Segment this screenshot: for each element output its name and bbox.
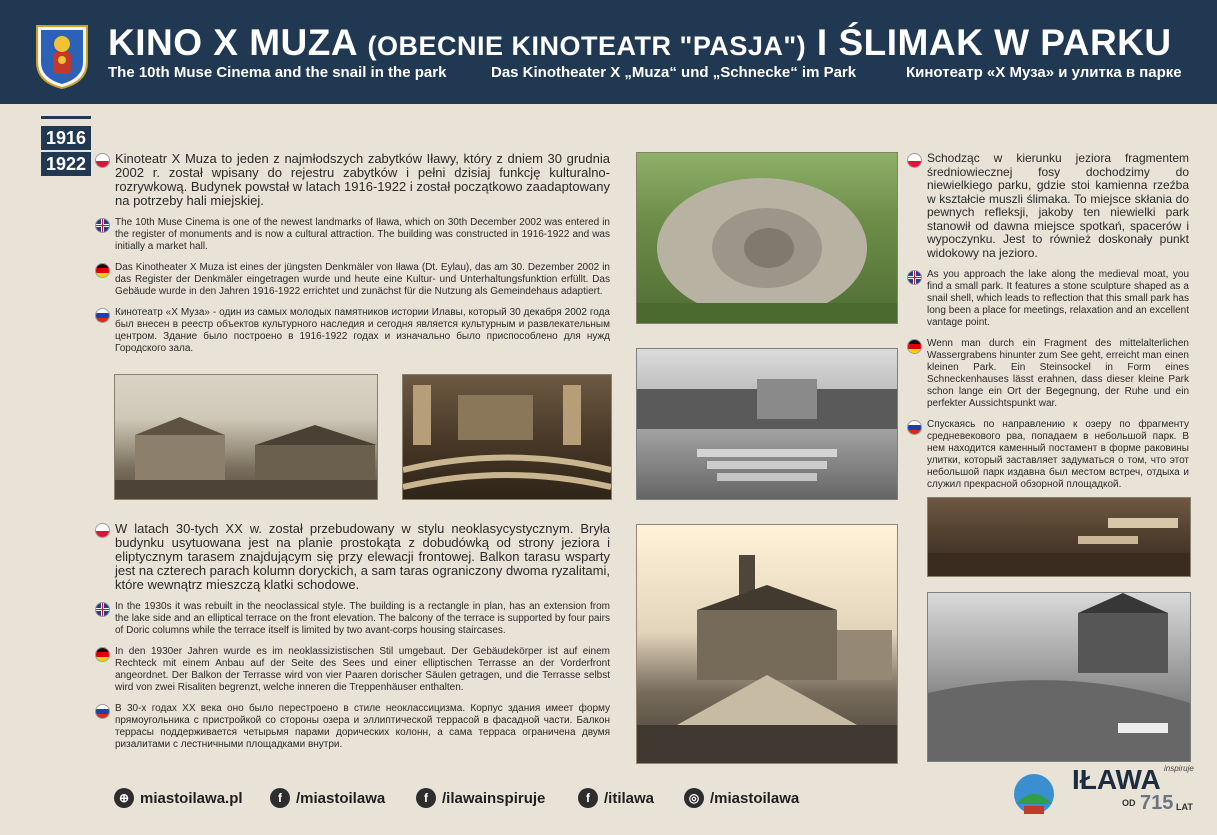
park-stairs-illustration <box>637 349 897 499</box>
instagram-icon: ◎ <box>684 788 704 808</box>
paragraph-pl-3 <box>907 152 1189 260</box>
text-block-snail <box>907 152 1189 500</box>
text-pl-1: Kinoteatr X Muza to jeden z najmłodszych zabytków Iławy, który z dniem 30 grudnia 2002 r. został wpisany do rejestru zabytków i pełni dzisiaj funkcję kulturalno-rozrywkową. Budynek powstał w latach 1916-1922 i został początkowo zaadaptowany na potrzeby hali miejskiej. <box>115 151 610 208</box>
ilawa-emblem-icon <box>1004 766 1064 826</box>
flag-ru-icon <box>907 420 922 435</box>
facebook-icon: f <box>578 788 598 808</box>
photo-park-church <box>927 592 1191 762</box>
flag-de-icon <box>95 263 110 278</box>
footer-facebook-2[interactable] <box>416 788 545 808</box>
text-en-3: As you approach the lake along the medieval moat, you find a small park. It features a stone sculpture shaped as a snail shell, which leads to reflection that this small park has long been a place for meetings, relaxation and an excellent vantage point. <box>927 269 1189 328</box>
subtitle-de: Das Kinotheater X „Muza“ und „Schnecke“ im Park <box>491 64 857 81</box>
historic-town-illustration <box>115 375 377 499</box>
flag-de-icon <box>95 647 110 662</box>
footer-facebook-1[interactable] <box>270 788 385 808</box>
paragraph-pl-1 <box>95 152 610 208</box>
text-block-rebuild <box>95 522 610 760</box>
text-de-2: In den 1930er Jahren wurde es im neoklassizistischen Stil umgebaut. Der Gebäudekörper ist auf einem Rechteck mit einem Anbau auf der Seite des Sees und einer elliptischen Terrasse an der Vorderfront angeordnet. Der Balkon der Terrasse wird von vier Paaren dorischer Säulen getragen, und die Terrasse selbst wird von zwei Risaliten begrenzt, welche inneren die Treppenhäuser enthalten. <box>115 646 610 693</box>
website-label: miastoilawa.pl <box>140 789 243 807</box>
text-pl-3: Schodząc w kierunku jeziora fragmentem średniowiecznej fosy dochodzimy do niewielkiego parku, gdzie stoi kamienna rzeźba w kształcie muszli ślimaka. To miejsce skłania do pewnych refleksji, jakoby ten niewielki park stanowił od dawna miejsce spotkań, spacerów i wypoczynku. Jest to również doskonały punkt widokowy na jezioro. <box>927 151 1189 260</box>
photo-cinema-building <box>636 524 898 764</box>
flag-gb-icon <box>907 270 922 285</box>
flag-pl-icon <box>95 523 110 538</box>
text-pl-2: W latach 30-tych XX w. został przebudowany w stylu neoklasycystycznym. Bryła budynku usytuowana jest na planie prostokąta z dobudówką od strony jeziora i eliptycznym tarasem znajdującym się przy elewacji frontowej. Balkon tarasu wsparty jest na czterech parach kolumn doryckich, a sam taras ograniczony dwoma ryzalitami, które wewnątrz mieszczą klatki schodowe. <box>115 521 610 592</box>
ilawa-logo <box>1004 764 1199 824</box>
year-start: 1916 <box>41 126 91 150</box>
paragraph-en-2 <box>95 601 610 637</box>
title-main-1: KINO X MUZA <box>108 22 357 63</box>
title-middle: (OBECNIE KINOTEATR "PASJA") <box>367 31 807 61</box>
cinema-building-illustration <box>637 525 897 763</box>
paragraph-ru-2 <box>95 703 610 751</box>
year-divider <box>41 116 91 119</box>
header-banner <box>0 0 1217 104</box>
text-en-2: In the 1930s it was rebuilt in the neoclassical style. The building is a rectangle in plan, has an extension from the lake side and an elliptical terrace on the front elevation. The balcony of the terrace is supported by four pairs of Doric columns while the terrace itself is limited by two avant-corps housing staircases. <box>115 601 610 636</box>
text-en-1: The 10th Muse Cinema is one of the newest landmarks of Iława, which on 30th December 2002 was entered in the register of monuments and is now a cultural attraction. The building was constructed in 1916-1922 and was initially a market hall. <box>115 217 610 252</box>
flag-pl-icon <box>95 153 110 168</box>
paragraph-de-3 <box>907 338 1189 410</box>
paragraph-en-3 <box>907 269 1189 329</box>
photo-cinema-interior <box>402 374 612 500</box>
facebook-label-2: /ilawainspiruje <box>442 789 546 807</box>
logo-od: OD <box>1122 798 1136 808</box>
flag-de-icon <box>907 339 922 354</box>
flag-pl-icon <box>907 153 922 168</box>
instagram-label: /miastoilawa <box>710 789 800 807</box>
subtitle-en: The 10th Muse Cinema and the snail in the park <box>108 64 447 81</box>
globe-icon: ⊕ <box>114 788 134 808</box>
text-ru-1: Кинотеатр «Х Муза» - один из самых молодых памятников истории Илавы, который 30 декабря 2002 года был внесен в реестр объектов культурного наследия и сегодня является культурным и развлекательным центром. Здание было построено в 1916-1922 годах и изначально было приспособлено для нужд Городского зала. <box>115 307 610 354</box>
facebook-icon: f <box>270 788 290 808</box>
page-title <box>108 22 1172 64</box>
facebook-label-3: /itilawa <box>604 789 655 807</box>
paragraph-ru-3 <box>907 419 1189 491</box>
photo-lake-view <box>114 374 378 500</box>
text-de-3: Wenn man durch ein Fragment des mittelalterlichen Wassergrabens hinunter zum See geht, erreicht man einen kleinen Park. Ein Steinsockel in Form eines Schneckenhauses lässt erahnen, dass dieser kleine Park schon lange ein Ort der Begegnung, der Ruhe und ein perfekter Aussichtspunkt war. <box>927 338 1189 409</box>
footer-website[interactable] <box>114 788 243 808</box>
logo-years: 715 <box>1140 792 1174 814</box>
city-crest-icon <box>33 22 91 90</box>
year-badge <box>41 126 91 176</box>
paragraph-pl-2 <box>95 522 610 592</box>
snail-sculpture-illustration <box>637 153 897 323</box>
flag-gb-icon <box>95 218 110 233</box>
logo-lat: LAT <box>1176 802 1193 812</box>
logo-tagline: inspiruje <box>1164 764 1194 773</box>
year-end: 1922 <box>41 152 91 176</box>
paragraph-de-1 <box>95 262 610 298</box>
title-main-2: I ŚLIMAK W PARKU <box>816 22 1172 63</box>
footer-facebook-3[interactable] <box>578 788 654 808</box>
subtitle-ru: Кинотеатр «Х Муза» и улитка в парке <box>906 64 1182 81</box>
facebook-icon: f <box>416 788 436 808</box>
photo-park-stairs <box>636 348 898 500</box>
flag-ru-icon <box>95 704 110 719</box>
paragraph-en-1 <box>95 217 610 253</box>
flag-ru-icon <box>95 308 110 323</box>
text-ru-3: Спускаясь по направлению к озеру по фрагменту средневекового рва, попадаем в небольшой парк. В нем находится каменный постамент в форме раковины улитки, который заставляет задуматься о том, что этот небольшой парк издавна был местом встреч, отдыха и служил прекрасной обзорной площадкой. <box>927 419 1189 490</box>
park-benches-illustration <box>928 498 1190 576</box>
paragraph-ru-1 <box>95 307 610 355</box>
footer-instagram[interactable] <box>684 788 799 808</box>
flag-gb-icon <box>95 602 110 617</box>
text-de-1: Das Kinotheater X Muza ist eines der jüngsten Denkmäler von Iława (Dt. Eylau), das am 30. Dezember 2002 in das Register der Denkmäler eingetragen wurde und heute eine Kultur- und Unterhaltungsfunktion erfüllt. Das Gebäude wurde in den Jahren 1916-1922 errichtet und zunächst für die Nutzung als Gemeindehaus adaptiert. <box>115 262 610 297</box>
photo-snail-sculpture <box>636 152 898 324</box>
text-block-history <box>95 152 610 364</box>
park-church-illustration <box>928 593 1190 761</box>
photo-park-benches <box>927 497 1191 577</box>
text-ru-2: В 30-х годах ХХ века оно было перестроено в стиле неоклассицизма. Корпус здания имеет форму прямоугольника с пристройкой со стороны озера и эллиптической террасой в фасадной части. Балкон террасы поддерживается четырьмя парами дорических колонн, а сама терраса ограничена двумя ризалитами с лестничными площадками внутри. <box>115 703 610 750</box>
paragraph-de-2 <box>95 646 610 694</box>
cinema-hall-illustration <box>403 375 611 499</box>
facebook-label-1: /miastoilawa <box>296 789 386 807</box>
logo-name: IŁAWA <box>1072 764 1161 795</box>
